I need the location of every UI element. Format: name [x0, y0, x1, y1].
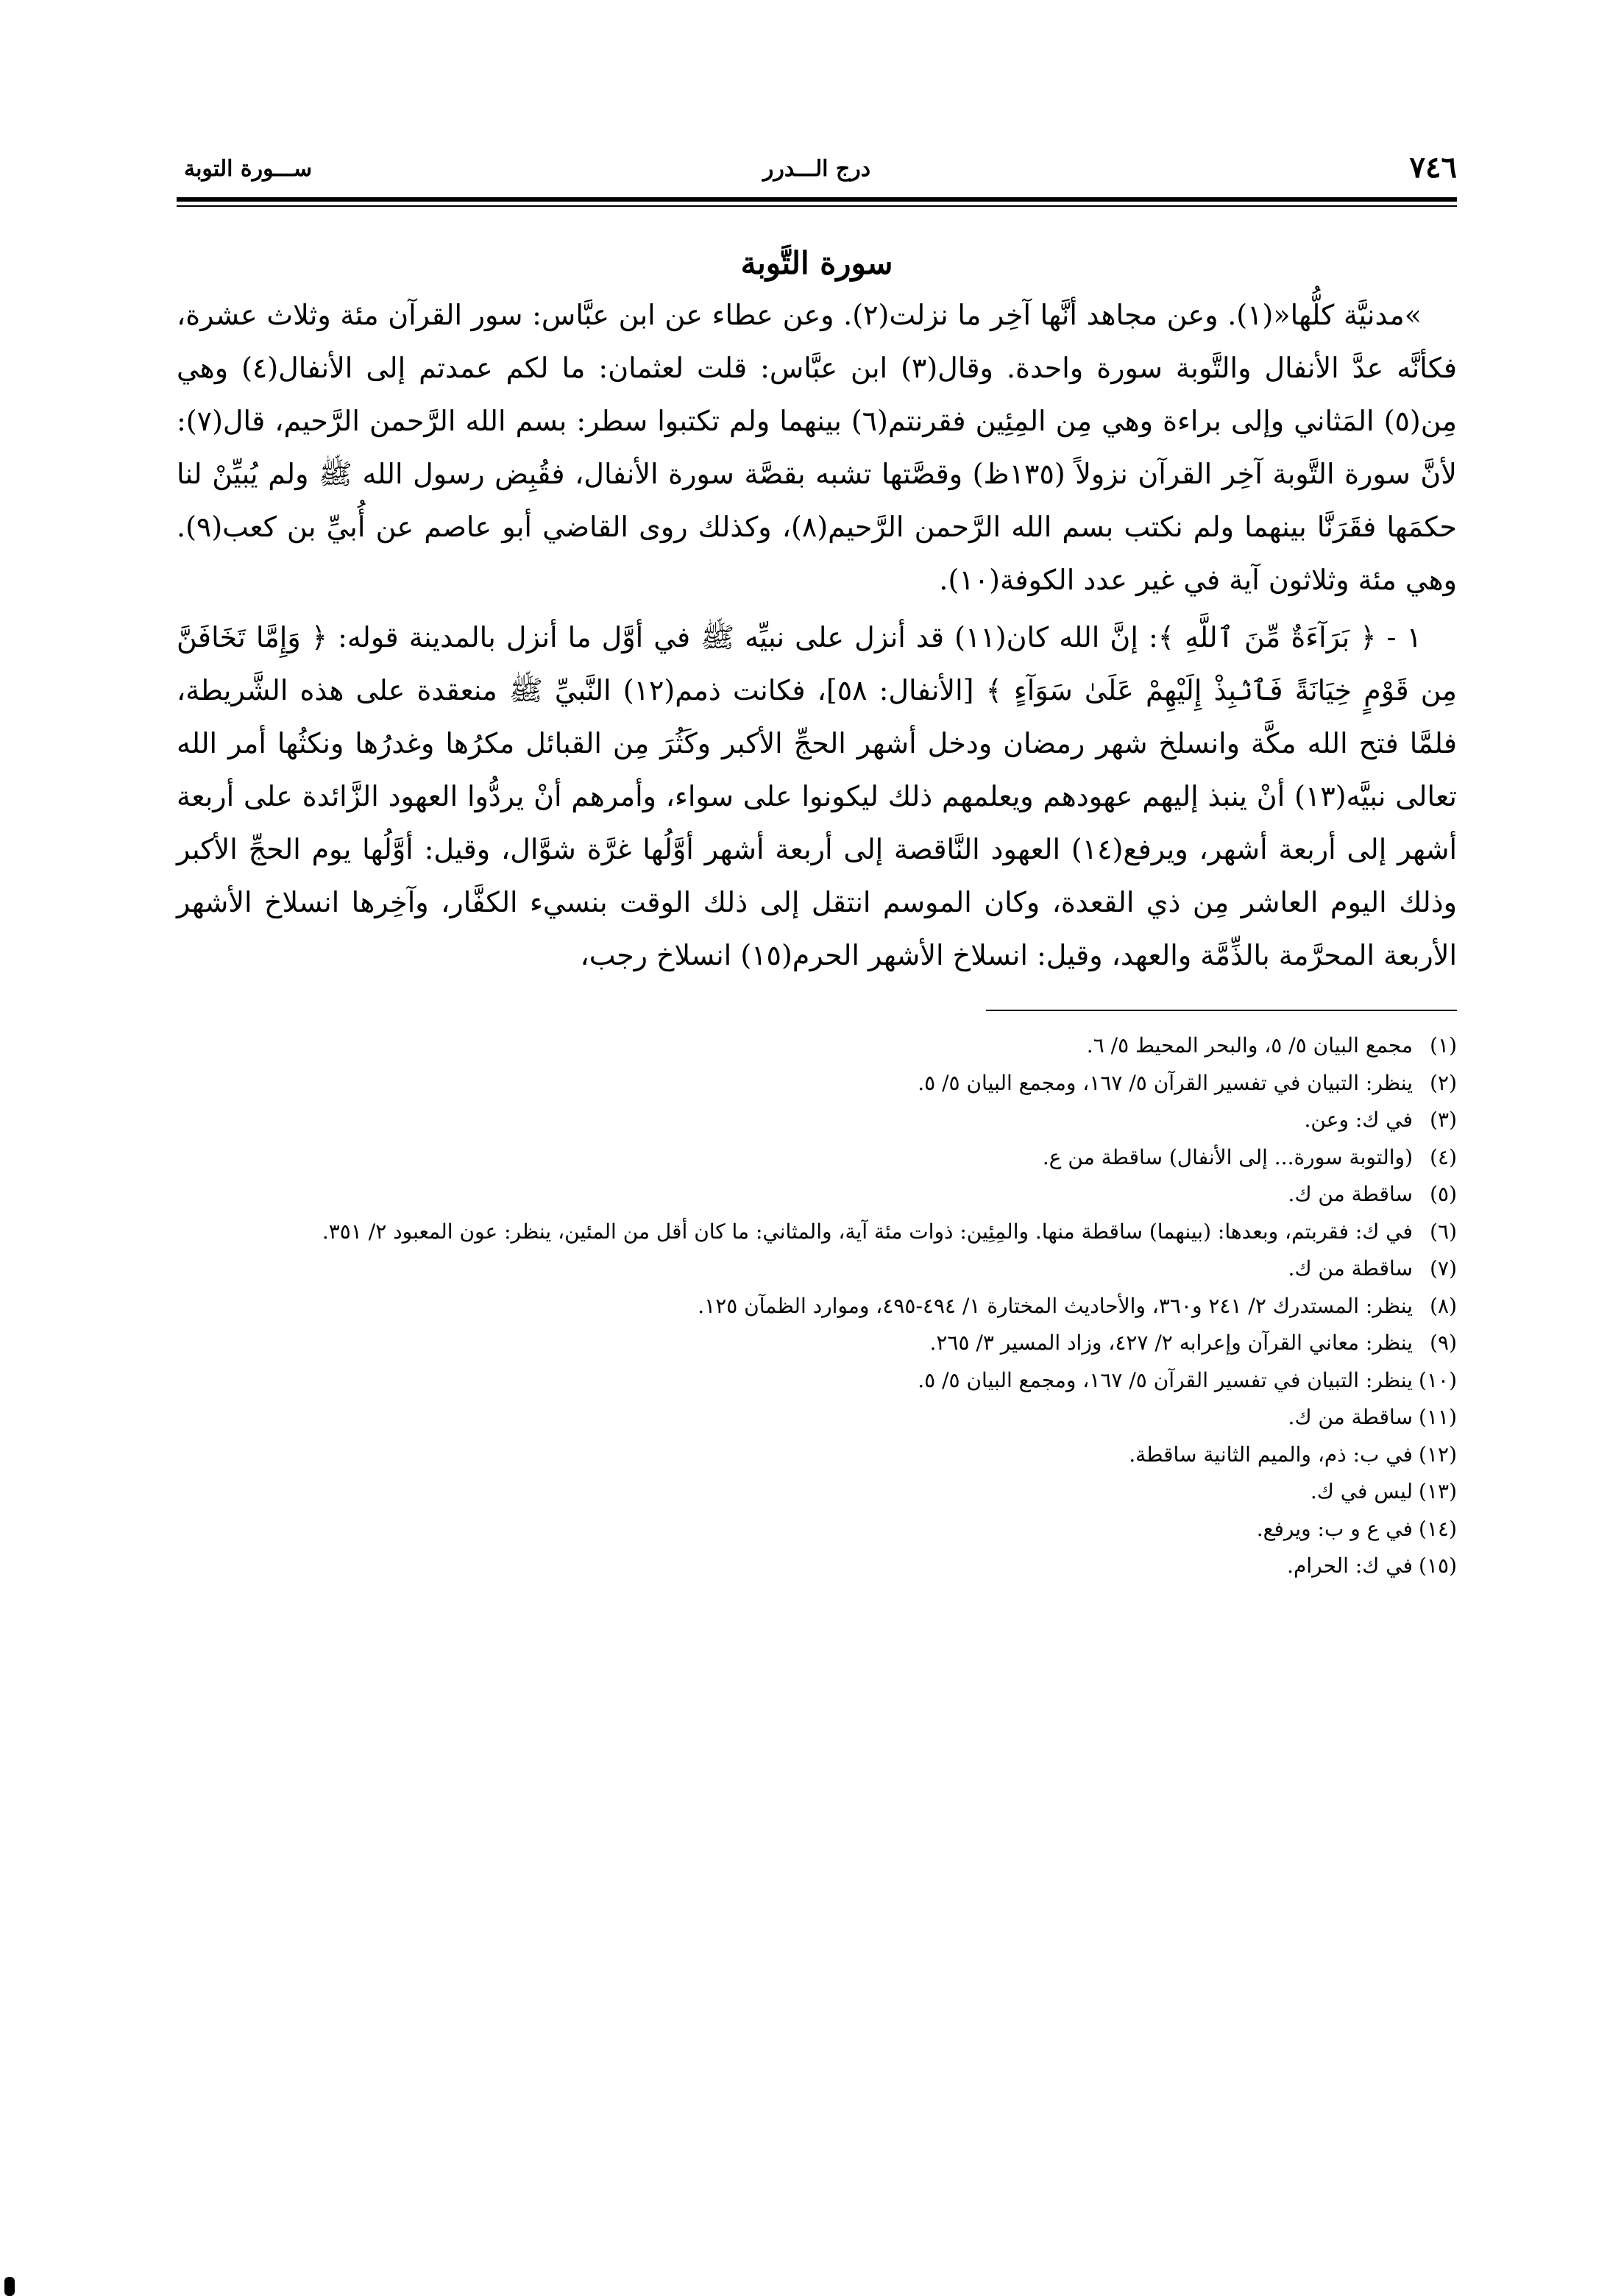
footnote-number: (١٥) [1419, 1553, 1457, 1578]
footnote-text: ساقطة من ك. [1288, 1405, 1413, 1429]
footnote-item [177, 1436, 1457, 1474]
footnote-item [177, 1213, 1457, 1251]
footnote-text: ساقطة من ك. [1288, 1256, 1413, 1280]
footnote-item [177, 1139, 1457, 1177]
footnote-number: (١٠) [1419, 1367, 1457, 1392]
surah-name: ســـورة التوبة [184, 156, 313, 182]
footnote-text: ساقطة من ك. [1288, 1182, 1413, 1206]
footnote-text: في ك: وعن. [1304, 1108, 1413, 1132]
footnote-item [177, 1399, 1457, 1436]
footnote-item [177, 1176, 1457, 1213]
footnote-item [177, 1250, 1457, 1288]
footnote-number: (٧) [1430, 1256, 1457, 1280]
footnote-item [177, 1065, 1457, 1102]
footnote-number: (١٤) [1419, 1516, 1457, 1541]
edge-mark [4, 2277, 15, 2296]
footnote-text: ينظر: معاني القرآن وإعرابه ٢/ ٤٢٧، وزاد المسير ٣/ ٢٦٥. [929, 1331, 1413, 1355]
footnote-text: في ك: الحرام. [1287, 1553, 1413, 1578]
footnote-text: مجمع البيان ٥/ ٥، والبحر المحيط ٥/ ٦. [1086, 1033, 1413, 1057]
paragraph-verse-1: ١ - ﴿ بَرَآءَةٌ مِّنَ ٱللَّهِ ﴾: إنَّ الله كان(١١) قد أنزل على نبيِّه ﷺ في أوَّل ما أنزل بالمدينة قوله: ﴿ وَإِمَّا تَخَافَنَّ مِن قَوْمٍ خِيَانَةً فَٱنۢبِذْ إِلَيْهِمْ عَلَىٰ سَوَآءٍ ﴾ [الأنفال: ٥٨]، فكانت ذمم(١٢) النَّبيِّ ﷺ منعقدة على هذه الشَّريطة، فلمَّا فتح الله مكَّة وانسلخ شهر رمضان ودخل أشهر الحجِّ الأكبر وكَثُرَ مِن القبائل مكرُها وغدرُها ونكثُها أمر الله تعالى نبيَّه(١٣) أنْ ينبذ إليهم عهودهم ويعلمهم ذلك ليكونوا على سواء، وأمرهم أنْ يردُّوا العهود الزَّائدة على أربعة أشهر إلى أربعة أشهر، ويرفع(١٤) العهود النَّاقصة إلى أربعة أشهر أوَّلُها غرَّة شوَّال، وقيل: أوَّلُها يوم الحجِّ الأكبر وذلك اليوم العاشر مِن ذي القعدة، وكان الموسم انتقل إلى ذلك الوقت بنسيء الكفَّار، وآخِرها انسلاخ الأشهر الأربعة المحرَّمة بالذِّمَّة والعهد، وقيل: انسلاخ الأشهر الحرم(١٥) انسلاخ رجب، [177, 621, 1458, 971]
footnote-number: (٣) [1430, 1108, 1457, 1132]
footnote-text: ليس في ك. [1310, 1479, 1413, 1503]
footnote-number: (١) [1430, 1033, 1457, 1057]
footnote-text: في ب: ذم، والميم الثانية ساقطة. [1129, 1442, 1413, 1467]
book-title: درج الـــدرر [762, 156, 871, 182]
footnote-divider [986, 1010, 1457, 1011]
footnote-item [177, 1511, 1457, 1548]
paragraph-intro: »مدنيَّة كلُّها«(١). وعن مجاهد أنَّها آخِر ما نزلت(٢). وعن عطاء عن ابن عبَّاس: سور القرآن مئة وثلاث عشرة، فكأنَّه عدَّ الأنفال والتَّوبة سورة واحدة. وقال(٣) ابن عبَّاس: قلت لعثمان: ما لكم عمدتم إلى الأنفال(٤) وهي مِن(٥) المَثاني وإلى براءة وهي مِن المِئِين فقرنتم(٦) بينهما ولم تكتبوا سطر: بسم الله الرَّحمن الرَّحيم، قال(٧): لأنَّ سورة التَّوبة آخِر القرآن نزولاً (١٣٥ظ) وقصَّتها تشبه بقصَّة سورة الأنفال، فقُبِض رسول الله ﷺ ولم يُبيِّنْ لنا حكمَها فقَرَنَّا بينهما ولم نكتب بسم الله الرَّحمن الرَّحيم(٨)، وكذلك روى القاضي أبو عاصم عن أُبيِّ بن كعب(٩). وهي مئة وثلاثون آية في غير عدد الكوفة(١٠). [177, 299, 1457, 596]
footnote-text: (والتوبة سورة... إلى الأنفال) ساقطة من ع. [1042, 1144, 1413, 1169]
footnote-number: (٦) [1430, 1219, 1457, 1244]
footnote-text: ينظر: التبيان في تفسير القرآن ٥/ ١٦٧، ومجمع البيان ٥/ ٥. [918, 1070, 1413, 1095]
footnote-item [177, 1548, 1457, 1585]
footnote-item [177, 1362, 1457, 1400]
page-number: ٧٤٦ [1409, 150, 1457, 185]
footnote-number: (١٢) [1419, 1442, 1457, 1467]
footnote-number: (٤) [1430, 1144, 1457, 1169]
footnote-item [177, 1102, 1457, 1139]
footnote-number: (٥) [1430, 1182, 1457, 1206]
footnote-number: (١١) [1419, 1405, 1457, 1429]
footnote-item [177, 1027, 1457, 1065]
footnote-list [177, 1027, 1457, 1585]
footnote-number: (٢) [1430, 1070, 1457, 1095]
footnote-item [177, 1473, 1457, 1511]
footnote-text: في ك: فقربتم، وبعدها: (بينهما) ساقطة منها. والمِئِين: ذوات مئة آية، والمثاني: ما كان أقل من المئين، ينظر: عون المعبود ٢/ ٣٥١. [322, 1219, 1413, 1244]
footnote-text: ينظر: المستدرك ٢/ ٢٤١ و٣٦٠، والأحاديث المختارة ١/ ٤٩٤-٤٩٥، وموارد الظمآن ١٢٥. [698, 1293, 1413, 1318]
footnote-text: ينظر: التبيان في تفسير القرآن ٥/ ١٦٧، ومجمع البيان ٥/ ٥. [918, 1367, 1413, 1392]
footnote-number: (٩) [1430, 1331, 1457, 1355]
footnote-number: (٨) [1430, 1293, 1457, 1318]
running-header [177, 147, 1457, 194]
header-rule-thin [177, 205, 1457, 207]
footnote-number: (١٣) [1419, 1479, 1457, 1503]
header-rule-thick [177, 197, 1457, 202]
chapter-title: سورة التَّوبة [740, 245, 893, 281]
document-page [177, 147, 1457, 1585]
footnote-text: في ع و ب: ويرفع. [1256, 1516, 1413, 1541]
footnote-item [177, 1325, 1457, 1362]
footnote-item [177, 1288, 1457, 1325]
main-text [177, 288, 1457, 982]
footnotes [177, 1010, 1457, 1585]
